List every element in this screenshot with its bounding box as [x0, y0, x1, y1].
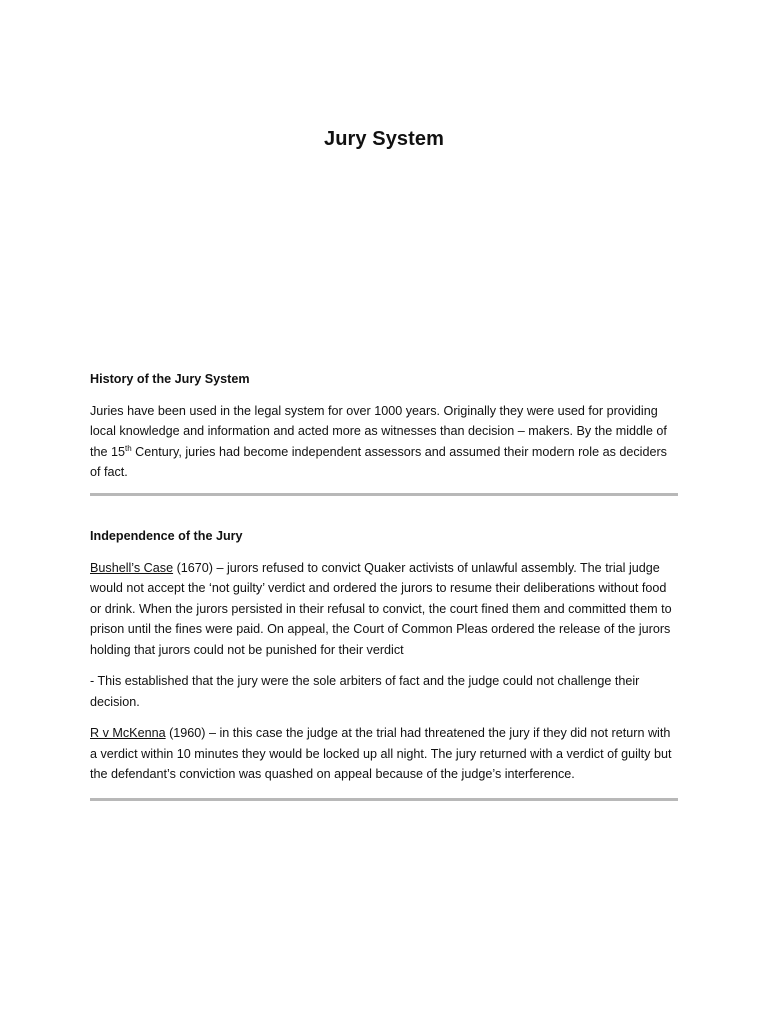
mckenna-paragraph — [90, 723, 680, 785]
history-superscript: th — [125, 443, 132, 453]
independence-section — [90, 526, 680, 796]
independence-heading: Independence of the Jury — [90, 529, 243, 543]
mckenna-text: (1960) – in this case the judge at the trial had threatened the jury if they did not return with a verdict within 10 minutes they would be locked up all night. The jury returned with a verdict of guilty but the defendant’s conviction was quashed on appeal because of the judge’s interference. — [90, 726, 672, 781]
section-divider-1 — [90, 493, 678, 496]
bushell-paragraph — [90, 558, 680, 661]
bushell-text: (1670) – jurors refused to convict Quaker activists of unlawful assembly. The trial judge would not accept the ‘not guilty’ verdict and ordered the jurors to resume their deliberations without food or drink. When the jurors persisted in their refusal to convict, the court fined them and committed them to prison until the fines were paid. On appeal, the Court of Common Pleas ordered the release of the jurors holding that jurors could not be punished for their verdict — [90, 560, 672, 657]
page-title: Jury System — [323, 128, 445, 150]
history-text-part-1: Juries have been used in the legal system for over 1000 years. Originally they were used for providing local knowledge and information and acted more as witnesses than decision – makers. By the middle of the 15 — [90, 403, 667, 459]
established-paragraph: - This established that the jury were the sole arbiters of fact and the judge could not challenge their decision. — [90, 674, 640, 709]
section-divider-2 — [90, 798, 678, 801]
history-text-part-2: Century, juries had become independent assessors and assumed their modern role as deciders of fact. — [90, 444, 667, 479]
history-heading: History of the Jury System — [90, 372, 250, 386]
history-paragraph — [90, 401, 680, 483]
mckenna-case-name: R v McKenna — [90, 726, 166, 740]
bushell-case-name: Bushell’s Case — [90, 560, 174, 575]
history-section — [90, 369, 680, 494]
